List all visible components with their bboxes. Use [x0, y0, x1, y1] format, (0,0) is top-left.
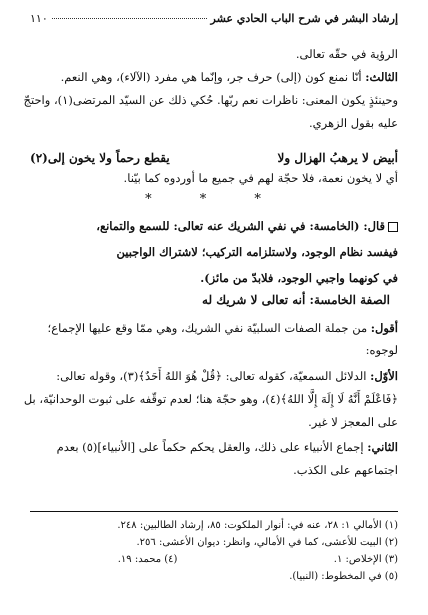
point-label: الثاني:: [367, 440, 398, 454]
checkbox-square-icon: [388, 222, 398, 232]
page-header: [30, 12, 398, 30]
footnote: (٣) الإخلاص: ١.: [333, 554, 398, 565]
point-label: الثالث:: [365, 70, 398, 84]
footnote-row: [30, 552, 398, 567]
text-span: إجماع الأنبياء على ذلك، والعقل يحكم حكماً على [الأنبياء](٥) بعدم: [56, 440, 368, 454]
section-separator-stars: * * *: [145, 192, 283, 207]
footnote: (٥) في المخطوط: (النبيا).: [289, 571, 398, 582]
page-number: ١١٠: [30, 12, 48, 25]
footnote-rule: [30, 511, 398, 512]
poetry-verse: [30, 151, 398, 165]
header-dot-leader: [52, 18, 207, 19]
footnote: (٢) البيت للأعشى، كما في الأمالي، وانظر: ديوان الأعشى: ٢٥٦.: [136, 537, 398, 548]
qala-block: [30, 216, 398, 288]
qala-line: فيفسد نظام الوجود، ولاستلزامه التركيب؛ لاشتراك الواجبين: [116, 245, 398, 259]
footnote: (١) الأمالي ١: ٢٨، عنه في: أنوار الملكوت: ٨٥، إرشاد الطالبين: ٢٤٨.: [117, 520, 398, 531]
text-span: الدلائل السمعيّة، كقوله تعالى: ﴿قُلْ هُوَ اللهُ أَحَدٌ﴾(٣)، وقوله تعالى:: [56, 369, 371, 383]
text-line: [30, 439, 398, 455]
verse-second-hemistich: يقطع رحماً ولا يخون إلى(٢): [30, 151, 170, 165]
text-line: [30, 46, 398, 62]
text-line: على المعجز لا غير.: [308, 415, 398, 429]
text-line: [30, 368, 398, 384]
footnote: (٤) محمد: ١٩.: [117, 554, 178, 565]
qala-line: [30, 216, 398, 236]
text-line: لوجوه:: [365, 343, 398, 357]
text-line: اجتماعهم على الكذب.: [293, 463, 398, 477]
qala-line: في كونهما واجبي الوجود، فلابدّ من مائز).: [200, 271, 398, 285]
point-label: الأوّل:: [370, 369, 398, 383]
text-line: [30, 320, 398, 336]
text-line: وحينئذٍ يكون المعنى: ناظرات نعم ربّها. حُكي ذلك عن السيّد المرتضى(١)، واحتجّ: [23, 93, 398, 107]
text-line: [30, 69, 398, 85]
text-span: أنّا نمنع كون (إلى) حرف جر، وإنّما هي مفرد (الآلاء)، وهي النعم.: [60, 70, 366, 84]
point-label: أقول:: [370, 321, 398, 335]
text-line: عليه بقول الزهري.: [308, 116, 398, 130]
text-line: أي لا يخون نعمة، فلا حجّة لهم في جميع ما أوردوه كما بيّنا.: [123, 171, 398, 185]
text-span: الرؤية في حقّه تعالى.: [295, 47, 398, 61]
text-line: ﴿فَاعْلَمْ أَنَّهُ لَا إِلَهَ إِلَّا اللهُ﴾(٤)، وهو حجّة هنا؛ لعدم توقّفه على ثبوت الوحدانيّة، بل: [23, 392, 398, 406]
book-title: إرشاد البشر في شرح الباب الحادي عشر: [210, 12, 398, 25]
text-span: من جملة الصفات السلبيّة نفي الشريك، وهي ممّا وقع عليها الإجماع؛: [47, 321, 371, 335]
qala-text: قال: (الخامسة: في نفي الشريك عنه تعالى: للسمع والتمانع،: [96, 219, 385, 233]
verse-first-hemistich: أبيض لا يرهبُ الهزال ولا: [277, 151, 398, 165]
section-heading: الصفة الخامسة: أنه تعالى لا شريك له: [202, 293, 390, 307]
